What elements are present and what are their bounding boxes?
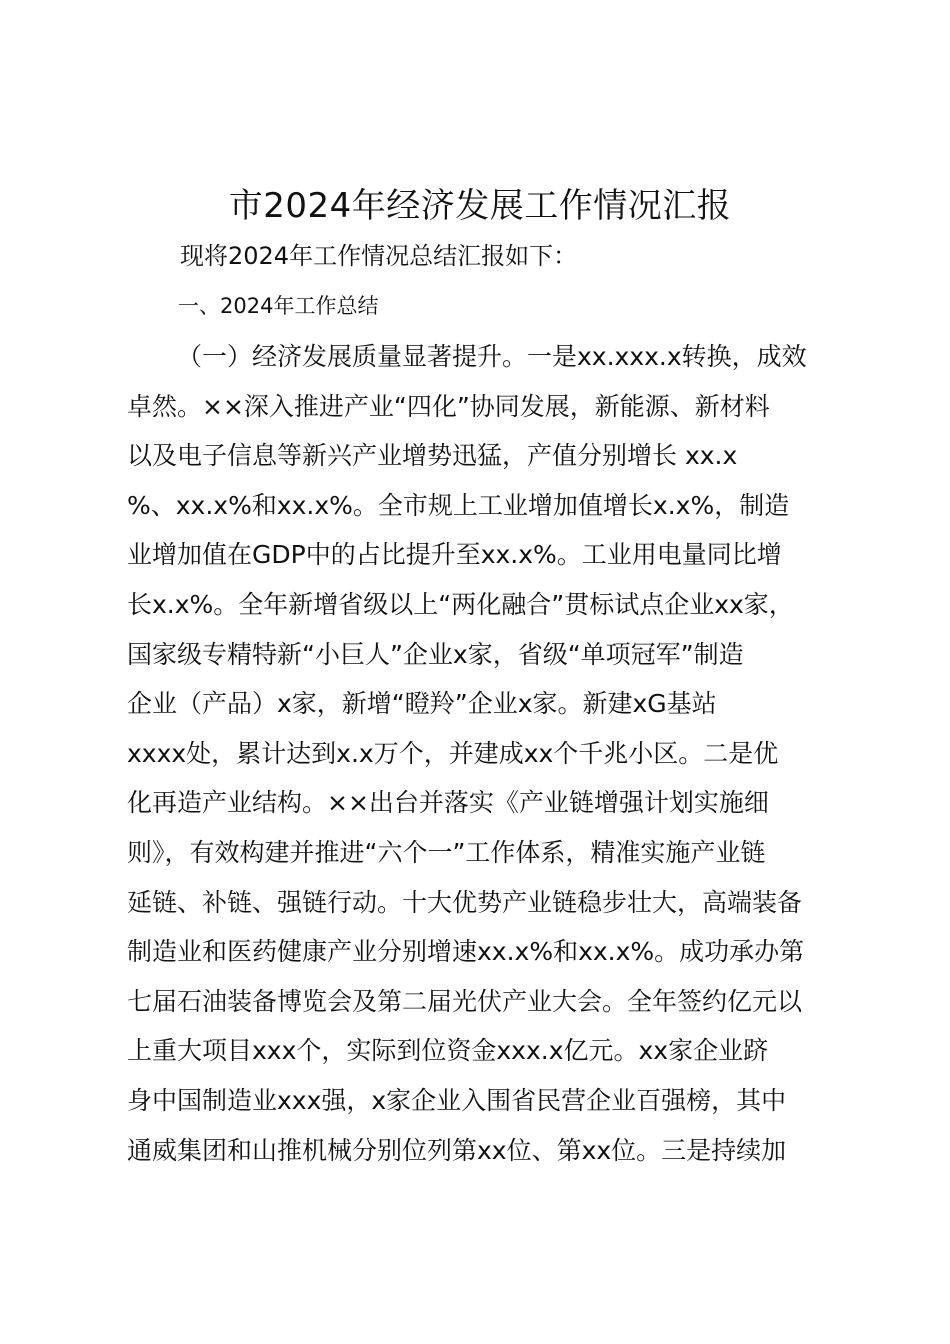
body-line: 延链、补链、强链行动。十大优势产业链稳步壮大，高端装备	[127, 887, 803, 917]
intro-paragraph: 现将2024年工作情况总结汇报如下：	[180, 242, 578, 270]
body-line: xxxx处，累计达到x.x万个，并建成xx个千兆小区。二是优	[127, 738, 779, 768]
body-line: 制造业和医药健康产业分别增速xx.x%和xx.x%。成功承办第	[127, 937, 805, 967]
body-line: （一）经济发展质量显著提升。一是xx.xxx.x转换，成效	[177, 342, 807, 371]
body-line: 七届石油装备博览会及第二届光伏产业大会。全年签约亿元以	[127, 986, 803, 1016]
body-line: 以及电子信息等新兴产业增势迅猛，产值分别增长 xx.x	[127, 441, 738, 471]
body-line: 身中国制造业xxx强，x家企业入围省民营企业百强榜，其中	[127, 1085, 787, 1115]
body-line: 长x.x%。全年新增省级以上“两化融合”贯标试点企业xx家，	[127, 589, 794, 619]
body-line: %、xx.x%和xx.x%。全市规上工业增加值增长x.x%，制造	[127, 490, 790, 520]
body-line: 上重大项目xxx个，实际到位资金xxx.x亿元。xx家企业跻	[127, 1036, 769, 1066]
body-line: 业增加值在GDP中的占比提升至xx.x%。工业用电量同比增	[127, 540, 782, 570]
body-paragraph	[127, 335, 847, 1178]
body-line: 卓然。××深入推进产业“四化”协同发展，新能源、新材料	[127, 391, 770, 421]
body-line: 化再造产业结构。××出台并落实《产业链增强计划实施细	[127, 788, 769, 818]
body-line: 企业（产品）x家，新增“瞪羚”企业x家。新建xG基站	[127, 689, 717, 719]
section-heading: 一、2024年工作总结	[178, 294, 379, 318]
document-title: 市2024年经济发展工作情况汇报	[228, 186, 732, 226]
body-line: 通威集团和山推机械分别位列第xx位、第xx位。三是持续加	[127, 1135, 787, 1165]
body-line: 则》，有效构建并推进“六个一”工作体系，精准实施产业链	[127, 837, 766, 867]
body-line: 国家级专精特新“小巨人”企业x家，省级“单项冠军”制造	[127, 639, 744, 669]
